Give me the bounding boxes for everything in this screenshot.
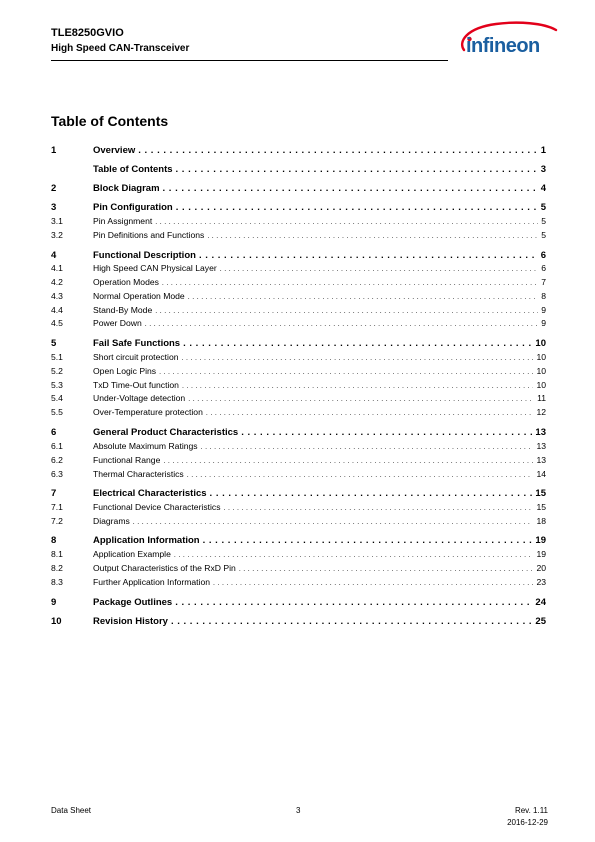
toc-leader-dots [206,408,534,419]
toc-entry[interactable] [51,145,546,157]
toc-entry-number: 5 [51,338,57,349]
toc-entry-page[interactable]: 15 [535,488,546,499]
toc-leader-dots [210,488,533,500]
toc-entry-page[interactable]: 10 [535,338,546,349]
toc-entry[interactable] [51,502,546,514]
toc-entry[interactable] [51,597,546,609]
toc-entry[interactable] [51,535,546,547]
toc-entry-title[interactable]: Block Diagram [93,183,160,194]
toc-entry[interactable] [51,305,546,317]
toc-entry-number: 3 [51,202,57,213]
toc-entry-title[interactable]: Thermal Characteristics [93,469,184,479]
toc-entry[interactable] [51,516,546,528]
toc-leader-dots [213,578,533,589]
logo-text: infineon [466,35,540,57]
toc-leader-dots [182,353,534,364]
toc-leader-dots [220,264,539,275]
toc-entry-page[interactable]: 1 [540,145,546,156]
toc-entry-title[interactable]: Output Characteristics of the RxD Pin [93,563,236,573]
toc-entry-page[interactable]: 9 [541,318,546,328]
toc-entry-title[interactable]: Pin Configuration [93,202,173,213]
toc-entry[interactable] [51,291,546,303]
toc-entry-page[interactable]: 12 [536,407,546,417]
toc-entry-page[interactable]: 20 [536,563,546,573]
toc-entry[interactable] [51,277,546,289]
toc-entry-title[interactable]: Absolute Maximum Ratings [93,441,198,451]
toc-entry-page[interactable]: 19 [535,535,546,546]
toc-entry-page[interactable]: 15 [536,502,546,512]
toc-entry-title[interactable]: Short circuit protection [93,352,179,362]
toc-leader-dots [176,202,538,214]
toc-entry-number: 6.2 [51,455,63,465]
toc-entry-title[interactable]: Over-Temperature protection [93,407,203,417]
toc-leader-dots [155,217,538,228]
toc-entry-title[interactable]: Open Logic Pins [93,366,157,376]
toc-entry-page[interactable]: 4 [540,183,546,194]
toc-entry-page[interactable]: 6 [540,250,546,261]
toc-entry-number: 4.2 [51,277,63,287]
toc-entry-title[interactable]: Fail Safe Functions [93,338,181,349]
toc-entry-page[interactable]: 10 [536,380,546,390]
toc-leader-dots [224,503,534,514]
toc-entry[interactable] [51,469,546,481]
toc-entry-title[interactable]: Operation Modes [93,277,159,287]
toc-entry-page[interactable]: 19 [536,549,546,559]
toc-entry[interactable] [51,366,546,378]
toc-leader-dots [133,517,534,528]
toc-entry[interactable] [51,250,546,262]
toc-entry-title[interactable]: Pin Definitions and Functions [93,230,205,240]
toc-entry-number: 5.4 [51,393,63,403]
toc-entry-page[interactable]: 3 [540,164,546,175]
toc-entry[interactable] [51,455,546,467]
toc-entry-number: 5.1 [51,352,63,362]
toc-entry[interactable] [51,263,546,275]
toc-leader-dots [174,550,534,561]
toc-entry-page[interactable]: 10 [536,352,546,362]
header-title: TLE8250GVIO [51,27,124,39]
toc-entry-number: 4.4 [51,305,63,315]
toc-entry-number: 5.5 [51,407,63,417]
toc-entry-number: 5.3 [51,380,63,390]
toc-leader-dots [201,442,534,453]
toc-leader-dots [199,250,538,262]
toc-heading: Table of Contents [51,113,169,129]
header-rule [51,60,448,61]
infineon-logo [456,20,566,64]
toc-entry-title[interactable]: Normal Operation Mode [93,291,185,301]
toc-entry[interactable] [51,318,546,330]
toc-entry-title[interactable]: Electrical Characteristics [93,488,207,499]
toc-entry[interactable] [51,202,546,214]
toc-entry-page[interactable]: 5 [540,202,546,213]
toc-leader-dots [163,456,533,467]
toc-leader-dots [183,338,532,350]
toc-entry-title[interactable]: Overview [93,145,136,156]
toc-entry-title[interactable]: Diagrams [93,516,130,526]
toc-leader-dots [175,597,532,609]
toc-leader-dots [187,470,534,481]
toc-leader-dots [241,427,532,439]
toc-entry-page[interactable]: 5 [541,230,546,240]
toc-entry-number: 10 [51,616,62,627]
toc-entry-page[interactable]: 8 [541,291,546,301]
toc-entry[interactable] [51,427,546,439]
toc-entry[interactable] [51,441,546,453]
toc-entry-page[interactable]: 23 [536,577,546,587]
toc-entry-number: 4.3 [51,291,63,301]
toc-entry[interactable] [51,230,546,242]
toc-entry-page[interactable]: 25 [535,616,546,627]
toc-leader-dots [207,231,538,242]
toc-entry-title[interactable]: Functional Range [93,455,161,465]
toc-entry-page[interactable]: 10 [536,366,546,376]
toc-leader-dots [176,164,538,176]
toc-entry-title[interactable]: Power Down [93,318,142,328]
toc-entry-number: 4.5 [51,318,63,328]
toc-entry-page[interactable]: 11 [537,393,546,403]
toc-entry[interactable] [51,352,546,364]
toc-leader-dots [162,278,538,289]
toc-entry-number: 4.1 [51,263,63,273]
toc-entry-number: 6.3 [51,469,63,479]
toc-entry-page[interactable]: 24 [535,597,546,608]
toc-entry-title[interactable]: Functional Description [93,250,196,261]
toc-leader-dots [163,183,538,195]
toc-leader-dots [188,292,539,303]
toc-entry-title[interactable]: Application Example [93,549,171,559]
toc-entry-title[interactable]: Stand-By Mode [93,305,153,315]
toc-entry-page[interactable]: 9 [541,305,546,315]
toc-entry-number: 8.3 [51,577,63,587]
header-subtitle: High Speed CAN-Transceiver [51,43,190,54]
toc-entry-number: 6.1 [51,441,63,451]
toc-entry-number: 4 [51,250,57,261]
toc-entry[interactable] [51,216,546,228]
toc-entry-number: 7.1 [51,502,63,512]
toc-entry-title[interactable]: Further Application Information [93,577,211,587]
toc-leader-dots [203,535,533,547]
toc-entry-number: 6 [51,427,57,438]
toc-entry-number: 3.2 [51,230,63,240]
toc-entry-page[interactable]: 13 [536,455,546,465]
toc-entry-title[interactable]: Functional Device Characteristics [93,502,221,512]
toc-entry[interactable] [51,577,546,589]
toc-entry-title[interactable]: Under-Voltage detection [93,393,186,403]
toc-leader-dots [145,319,539,330]
toc-entry-title[interactable]: Application Information [93,535,200,546]
toc-entry-title[interactable]: Revision History [93,616,168,627]
footer-page-number: 3 [296,806,301,815]
toc-entry-number: 2 [51,183,57,194]
toc-entry[interactable] [51,563,546,575]
toc-entry[interactable] [51,338,546,350]
toc-entry-title[interactable]: Table of Contents [93,164,173,175]
toc-entry-page[interactable]: 7 [541,277,546,287]
toc-entry[interactable] [51,616,546,628]
toc-entry-number: 3.1 [51,216,63,226]
toc-entry[interactable] [51,164,546,176]
toc-entry-number: 1 [51,145,57,156]
toc-entry-number: 5.2 [51,366,63,376]
toc-entry-page[interactable]: 6 [541,263,546,273]
toc-leader-dots [155,306,538,317]
footer-left: Data Sheet [51,806,92,815]
toc-entry-number: 8.1 [51,549,63,559]
toc-entry[interactable] [51,407,546,419]
toc-entry[interactable] [51,393,546,405]
toc-entry-page[interactable]: 5 [541,216,546,226]
toc-entry-number: 9 [51,597,57,608]
toc-leader-dots [188,394,534,405]
toc-leader-dots [159,367,533,378]
toc-entry-number: 8 [51,535,57,546]
toc-entry-title[interactable]: General Product Characteristics [93,427,239,438]
toc-leader-dots [182,381,533,392]
toc-entry-number: 8.2 [51,563,63,573]
toc-entry[interactable] [51,380,546,392]
toc-entry-number: 7.2 [51,516,63,526]
toc-entry[interactable] [51,488,546,500]
toc-entry[interactable] [51,183,546,195]
toc-leader-dots [171,616,532,628]
toc-entry-title[interactable]: Pin Assignment [93,216,153,226]
toc-entry-number: 7 [51,488,57,499]
toc-entry-page[interactable]: 18 [536,516,546,526]
toc-entry-title[interactable]: High Speed CAN Physical Layer [93,263,217,273]
toc-entry[interactable] [51,549,546,561]
toc-entry-page[interactable]: 14 [536,469,546,479]
toc-leader-dots [138,145,537,157]
footer-revision: Rev. 1.11 [514,806,548,815]
toc-entry-title[interactable]: Package Outlines [93,597,173,608]
toc-entry-page[interactable]: 13 [536,441,546,451]
toc-entry-title[interactable]: TxD Time-Out function [93,380,179,390]
toc-leader-dots [239,564,534,575]
toc-entry-page[interactable]: 13 [535,427,546,438]
footer-date: 2016-12-29 [507,818,548,827]
